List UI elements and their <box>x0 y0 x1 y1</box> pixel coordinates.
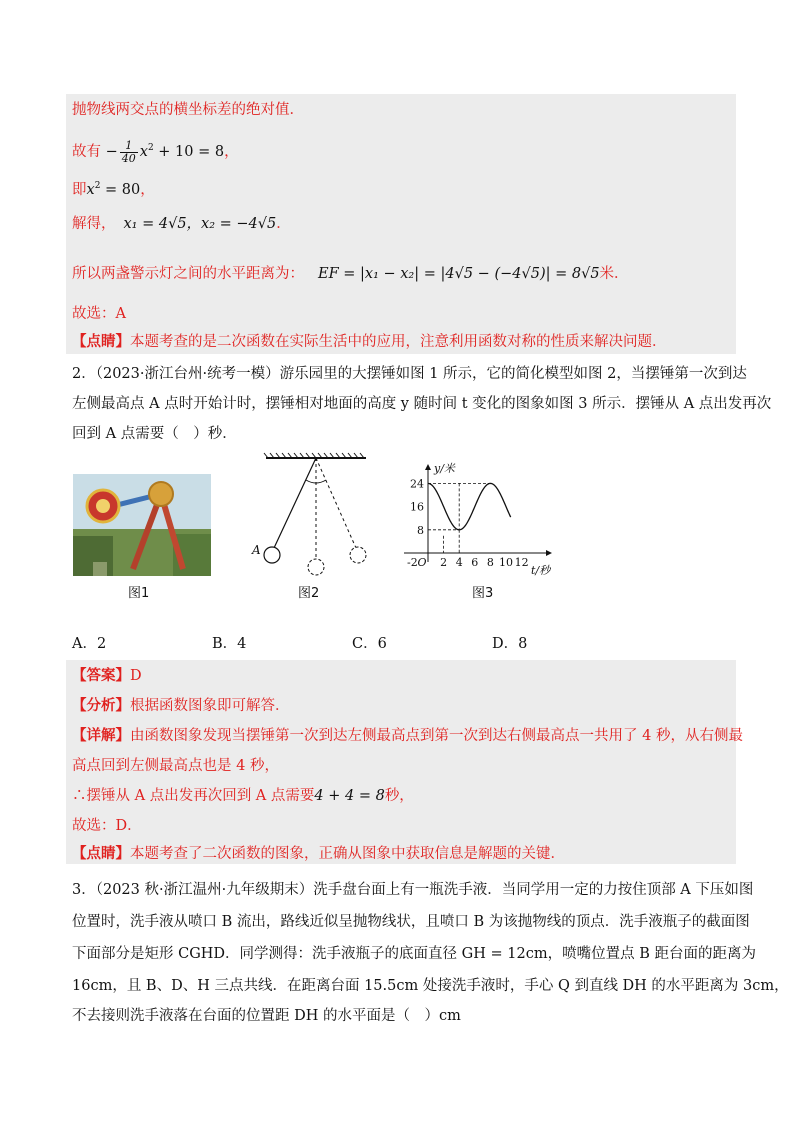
sol1-comment <box>72 332 667 352</box>
fig3-xtick: O <box>417 556 427 569</box>
fig3-xtick: -2 <box>407 556 418 569</box>
fig3-caption: 图3 <box>472 586 494 601</box>
sol1-comment-tag: 【点睛】 <box>72 333 130 350</box>
fig1-caption: 图1 <box>128 586 150 601</box>
q2-comment-text: 本题考查了二次函数的图象，正确从图象中获取信息是解题的关键． <box>130 846 565 862</box>
sol1-line5-pre: 所以两盏警示灯之间的水平距离为： <box>72 266 304 282</box>
sol1-line2 <box>72 138 239 165</box>
q2-answer-tag: 【答案】 <box>72 667 130 684</box>
q3-line3: 下面部分是矩形 CGHD．同学测得：洗手液瓶子的底面直径 GH = 12cm，喷嘴位置点 B 距台面的距离为 <box>72 946 756 962</box>
q2-analysis <box>72 696 290 716</box>
q2-choice: 故选：D． <box>72 818 142 834</box>
q2-answer <box>72 666 142 686</box>
fig3-xtick: 2 <box>440 556 448 569</box>
sol1-line3-rest: = 80 <box>100 182 141 198</box>
q2-detail-tag: 【详解】 <box>72 727 130 744</box>
sol1-comment-text: 本题考查的是二次函数在实际生活中的应用，注意利用函数对称的性质来解决问题． <box>130 334 667 350</box>
option-b[interactable]: B．4 <box>212 636 247 652</box>
q2-detail3-math: 4 + 4 = 8 <box>314 788 385 804</box>
sol1-line4 <box>72 214 291 234</box>
sol1-line3-sup: 2 <box>94 181 101 191</box>
q3-line2: 位置时，洗手液从喷口 B 流出，路线近似呈抛物线状，且喷口 B 为该抛物线的顶点．洗手液瓶子的截面图 <box>72 914 750 930</box>
q2-line2: 左侧最高点 A 点时开始计时，摆锤相对地面的高度 y 随时间 t 变化的图象如图 3 所示．摆锤从 A 点出发再次 <box>72 396 772 412</box>
fig3-graph <box>396 462 562 580</box>
sol1-frac-den: 40 <box>121 151 136 165</box>
sol1-line4-pre: 解得， <box>72 216 116 232</box>
sol1-line5 <box>72 264 629 284</box>
fig3-y-arrow <box>425 464 431 470</box>
q2-answer-value: D <box>130 668 142 684</box>
fig3-curve <box>428 483 511 529</box>
sol1-line4-post: ． <box>276 216 291 232</box>
fig3-ytick: 8 <box>417 523 424 537</box>
q2-comment-tag: 【点睛】 <box>72 845 130 862</box>
sol1-line3 <box>72 176 155 200</box>
q3-line1: 3．（2023 秋·浙江温州·九年级期末）洗手盘台面上有一瓶洗手液．当同学用一定的力按住顶部 A 下压如图 <box>72 882 754 898</box>
fig3-xtick: 6 <box>471 556 479 569</box>
sol1-line3-x: x <box>86 182 95 198</box>
sol1-line2-minus: − <box>105 144 118 160</box>
q2-analysis-text: 根据函数图象即可解答． <box>130 698 290 714</box>
q2-detail-3 <box>72 786 414 806</box>
q2-detail1-text: 由函数图象发现当摆锤第一次到达左侧最高点到第一次到达右侧最高点一共用了 4 秒，从右侧最 <box>130 728 743 744</box>
option-d[interactable]: D．8 <box>492 636 528 652</box>
fig2-caption: 图2 <box>298 586 320 601</box>
sol1-line5-post: 米． <box>599 266 629 282</box>
sol1-line2-post: ， <box>224 144 239 160</box>
sol1-choice: 故选：A <box>72 306 126 322</box>
fig3-xtick: 12 <box>514 556 529 569</box>
fig2-pendulum <box>244 452 378 580</box>
sol1-line2-x: x <box>139 144 148 160</box>
sol1-line2-rest: + 10 = 8 <box>153 144 225 160</box>
sol1-line3-pre: 即 <box>72 182 87 198</box>
fig3-xtick: 8 <box>486 556 494 569</box>
fig3-ytick: 24 <box>410 477 424 491</box>
fig2-label-a: A <box>252 543 261 557</box>
fig3-x-arrow <box>546 550 552 556</box>
q2-detail-2: 高点回到左侧最高点也是 4 秒， <box>72 758 279 774</box>
sol1-line4-math: x₁ = 4√5，x₂ = −4√5 <box>123 216 277 232</box>
q3-line5: 不去接则洗手液落在台面的位置距 DH 的水平面是（ ）cm <box>72 1008 461 1024</box>
q2-line3: 回到 A 点需要（ ）秒． <box>72 426 237 442</box>
q2-line1: 2．（2023·浙江台州·统考一模）游乐园里的大摆锤如图 1 所示，它的简化模型如图 2，当摆锤第一次到达 <box>72 366 747 382</box>
q2-detail3-pre: ∴摆锤从 A 点出发再次回到 A 点需要 <box>72 788 315 804</box>
option-c[interactable]: C．6 <box>352 636 387 652</box>
fig3-ytick: 16 <box>410 500 424 514</box>
q2-detail-1 <box>72 726 743 746</box>
q3-line4: 16cm，且 B、D、H 三点共线．在距离台面 15.5cm 处接洗手液时，手心 Q 到直线 DH 的水平距离为 3cm， <box>72 978 789 994</box>
sol1-line5-math: EF = |x₁ − x₂| = |4√5 − (−4√5)| = 8√5 <box>318 266 600 282</box>
fig3-xlabel: t/秒 <box>531 564 551 577</box>
fig3-xtick: 4 <box>455 556 463 569</box>
q2-detail3-post: 秒， <box>384 788 414 804</box>
option-a[interactable]: A．2 <box>72 636 107 652</box>
sol1-frac-num: 1 <box>120 140 138 153</box>
fig3-ylabel: y/米 <box>434 462 455 475</box>
sol1-line2-pre: 故有 <box>72 144 101 160</box>
q2-analysis-tag: 【分析】 <box>72 697 130 714</box>
q2-comment <box>72 844 565 864</box>
fig1-photo <box>73 474 211 576</box>
fig3-xtick: 10 <box>499 556 513 569</box>
sol1-line1: 抛物线两交点的横坐标差的绝对值． <box>72 102 304 118</box>
sol1-line2-sup: 2 <box>147 143 154 153</box>
sol1-line3-post: ， <box>140 182 155 198</box>
